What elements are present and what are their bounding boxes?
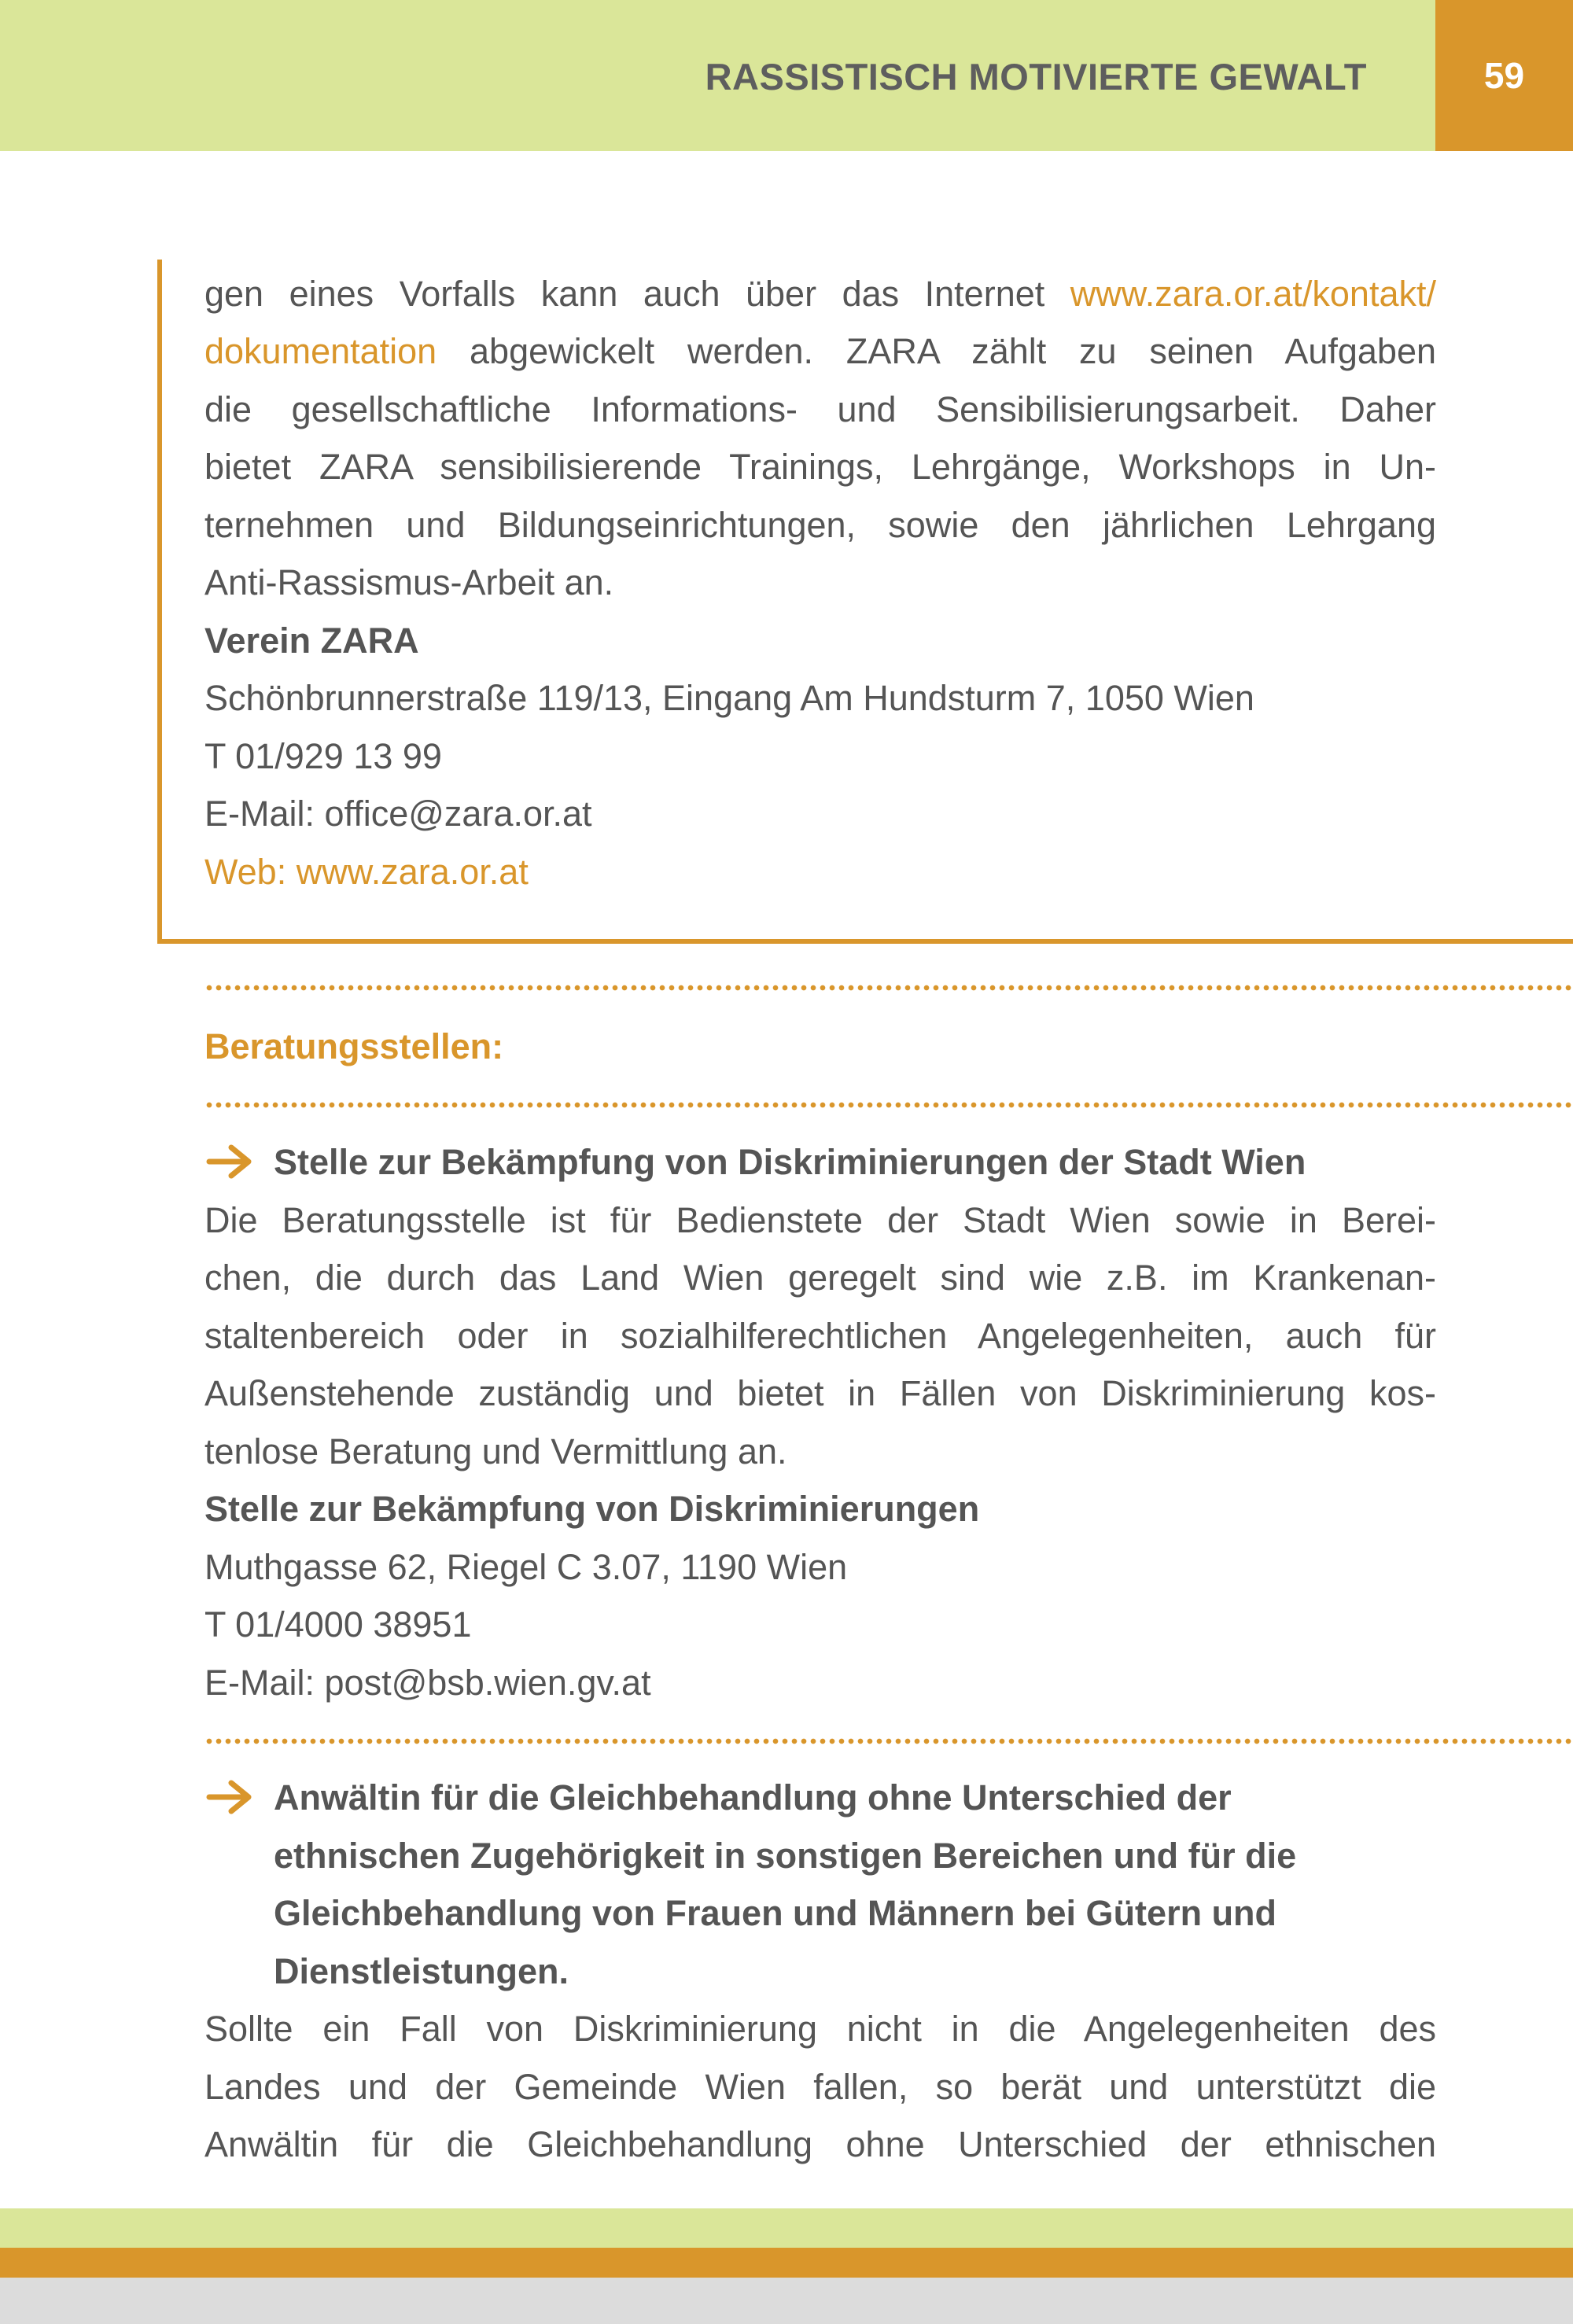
entry-phone: T 01/4000 38951 [204, 1604, 472, 1644]
footer-band-green [0, 2208, 1573, 2248]
entry-description-line: staltenbereich oder in sozialhilferechtlichen Angelegenheiten, auch für [204, 1316, 1436, 1356]
zara-email[interactable]: E-Mail: office@zara.or.at [204, 794, 592, 834]
entry-title-line: Anwältin für die Gleichbehandlung ohne Unterschied der [274, 1777, 1232, 1818]
zara-documentation-link[interactable]: dokumentation [204, 331, 437, 371]
zara-intro-line-2 [204, 322, 1436, 381]
zara-intro-line: ternehmen und Bildungseinrichtungen, sowie den jährlichen Lehrgang [204, 505, 1436, 545]
zara-contact-link[interactable]: www.zara.or.at/kontakt/ [1070, 274, 1436, 314]
zara-address: Schönbrunnerstraße 119/13, Eingang Am Hundsturm 7, 1050 Wien [204, 678, 1254, 718]
page-number-box [1435, 0, 1573, 151]
footer-band-gray [0, 2278, 1573, 2324]
entry-title-line: Dienstleistungen. [274, 1951, 569, 1991]
section-title: RASSISTISCH MOTIVIERTE GEWALT [705, 56, 1367, 98]
footer-band-orange [0, 2248, 1573, 2278]
entry-address: Muthgasse 62, Riegel C 3.07, 1190 Wien [204, 1547, 848, 1587]
arrow-right-icon [206, 1142, 255, 1181]
zara-intro-text: abgewickelt werden. ZARA zählt zu seinen Aufgaben [437, 331, 1436, 371]
zara-web-link[interactable]: Web: www.zara.or.at [204, 852, 529, 892]
entry-description-line: Die Beratungsstelle ist für Bedienstete der Stadt Wien sowie in Berei- [204, 1200, 1436, 1240]
zara-intro-line-1 [204, 265, 1436, 323]
entry-description-line: chen, die durch das Land Wien geregelt sind wie z.B. im Krankenan- [204, 1258, 1436, 1298]
beratungsstellen-heading: Beratungsstellen: [204, 1026, 504, 1066]
arrow-right-icon [206, 1777, 255, 1817]
zara-phone: T 01/929 13 99 [204, 736, 442, 776]
zara-intro-line: Anti-Rassismus-Arbeit an. [204, 562, 614, 602]
zara-org-name: Verein ZARA [204, 621, 419, 661]
entry-description-line: Anwältin für die Gleichbehandlung ohne Unterschied der ethnischen [204, 2124, 1436, 2164]
dotted-divider [204, 1102, 1573, 1108]
dotted-divider [204, 985, 1573, 991]
page-header [0, 0, 1573, 151]
dotted-divider [204, 1738, 1573, 1744]
entry-description-line: Sollte ein Fall von Diskriminierung nicht in die Angelegenheiten des [204, 2009, 1436, 2049]
entry-title: Stelle zur Bekämpfung von Diskriminierungen der Stadt Wien [274, 1142, 1306, 1182]
entry-description-line: tenlose Beratung und Vermittlung an. [204, 1431, 787, 1471]
entry-email[interactable]: E-Mail: post@bsb.wien.gv.at [204, 1663, 651, 1703]
entry-title-line: Gleichbehandlung von Frauen und Männern bei Gütern und [274, 1893, 1277, 1933]
zara-intro-line: bietet ZARA sensibilisierende Trainings, Lehrgänge, Workshops in Un- [204, 447, 1436, 487]
zara-intro-line: die gesellschaftliche Informations- und Sensibilisierungsarbeit. Daher [204, 389, 1436, 429]
entry-description-line: Landes und der Gemeinde Wien fallen, so berät und unterstützt die [204, 2067, 1436, 2107]
entry-org-name: Stelle zur Bekämpfung von Diskriminierungen [204, 1489, 980, 1529]
entry-description-line: Außenstehende zuständig und bietet in Fällen von Diskriminierung kos- [204, 1373, 1436, 1413]
entry-title-line: ethnischen Zugehörigkeit in sonstigen Bereichen und für die [274, 1836, 1297, 1876]
page-number: 59 [1483, 55, 1525, 96]
zara-intro-text: gen eines Vorfalls kann auch über das Internet [204, 274, 1070, 314]
